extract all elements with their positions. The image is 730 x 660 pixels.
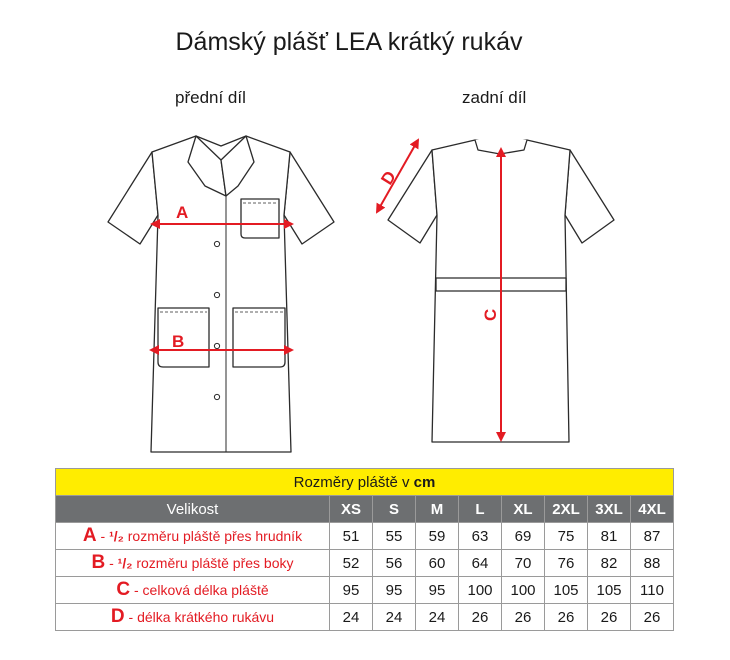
measure-dash: - [109, 555, 114, 571]
table-cell: 26 [545, 604, 588, 631]
table-cell: 76 [545, 550, 588, 577]
table-cell: 110 [631, 577, 674, 604]
table-row [56, 577, 674, 604]
measure-label: délka krátkého rukávu [137, 609, 275, 625]
size-column-header: S [373, 496, 416, 523]
table-row [56, 550, 674, 577]
table-cell: 52 [330, 550, 373, 577]
size-column-header: M [416, 496, 459, 523]
table-cell: 55 [373, 523, 416, 550]
measure-letter: C [116, 579, 131, 600]
measure-dash: - [128, 609, 134, 625]
measure-description [56, 550, 330, 577]
measure-letter: B [91, 552, 106, 573]
measure-label: celková délka pláště [142, 582, 269, 598]
size-header: Velikost [56, 496, 330, 523]
measure-a-label: A [176, 203, 189, 222]
table-cell: 95 [330, 577, 373, 604]
front-view-label: přední díl [175, 88, 246, 107]
front-button [214, 394, 219, 399]
size-column-header: L [459, 496, 502, 523]
front-right-sleeve [284, 152, 334, 244]
table-cell: 95 [416, 577, 459, 604]
table-cell: 24 [416, 604, 459, 631]
front-button [214, 241, 219, 246]
front-chest-pocket [241, 199, 279, 238]
size-table [55, 468, 674, 631]
table-cell: 81 [588, 523, 631, 550]
page-title: Dámský plášť LEA krátký rukáv [175, 28, 523, 56]
table-cell: 69 [502, 523, 545, 550]
table-cell: 60 [416, 550, 459, 577]
size-column-header: XS [330, 496, 373, 523]
table-cell: 70 [502, 550, 545, 577]
measure-description [56, 577, 330, 604]
table-cell: 75 [545, 523, 588, 550]
measure-c-label: C [481, 308, 500, 321]
front-button [214, 343, 219, 348]
table-cell: 51 [330, 523, 373, 550]
front-garment [108, 136, 334, 452]
table-cell: 26 [631, 604, 674, 631]
size-column-header: 2XL [545, 496, 588, 523]
table-cell: 100 [459, 577, 502, 604]
measure-b-label: B [172, 332, 185, 351]
measure-half: ¹/₂ [109, 528, 124, 544]
table-cell: 88 [631, 550, 674, 577]
table-cell: 26 [502, 604, 545, 631]
table-cell: 100 [502, 577, 545, 604]
table-cell: 56 [373, 550, 416, 577]
size-column-header: 4XL [631, 496, 674, 523]
size-column-header: XL [502, 496, 545, 523]
table-cell: 82 [588, 550, 631, 577]
table-cell: 105 [588, 577, 631, 604]
table-row [56, 604, 674, 631]
table-cell: 59 [416, 523, 459, 550]
measure-dash: - [133, 582, 139, 598]
table-cell: 87 [631, 523, 674, 550]
table-row [56, 523, 674, 550]
table-cell: 26 [459, 604, 502, 631]
front-left-sleeve [108, 152, 158, 244]
table-cell: 95 [373, 577, 416, 604]
front-right-pocket [233, 308, 285, 367]
measure-description [56, 523, 330, 550]
measure-half: ¹/₂ [117, 555, 133, 571]
measure-description [56, 604, 330, 631]
measure-dash: - [100, 528, 106, 544]
measure-letter: A [82, 525, 97, 546]
measure-letter: D [110, 606, 125, 627]
table-cell: 26 [588, 604, 631, 631]
table-cell: 24 [373, 604, 416, 631]
measure-d-label: D [377, 167, 400, 189]
front-button [214, 292, 219, 297]
table-cell: 105 [545, 577, 588, 604]
table-cell: 63 [459, 523, 502, 550]
measure-label: rozměru pláště přes boky [136, 555, 294, 571]
table-cell: 64 [459, 550, 502, 577]
back-left-sleeve [388, 150, 437, 243]
measure-label: rozměru pláště přes hrudník [127, 528, 303, 544]
table-header-row [56, 496, 674, 523]
table-cell: 24 [330, 604, 373, 631]
back-view-label: zadní díl [462, 88, 527, 107]
size-column-header: 3XL [588, 496, 631, 523]
back-right-sleeve [565, 150, 614, 243]
table-caption: Rozměry pláště v cm [56, 469, 674, 496]
